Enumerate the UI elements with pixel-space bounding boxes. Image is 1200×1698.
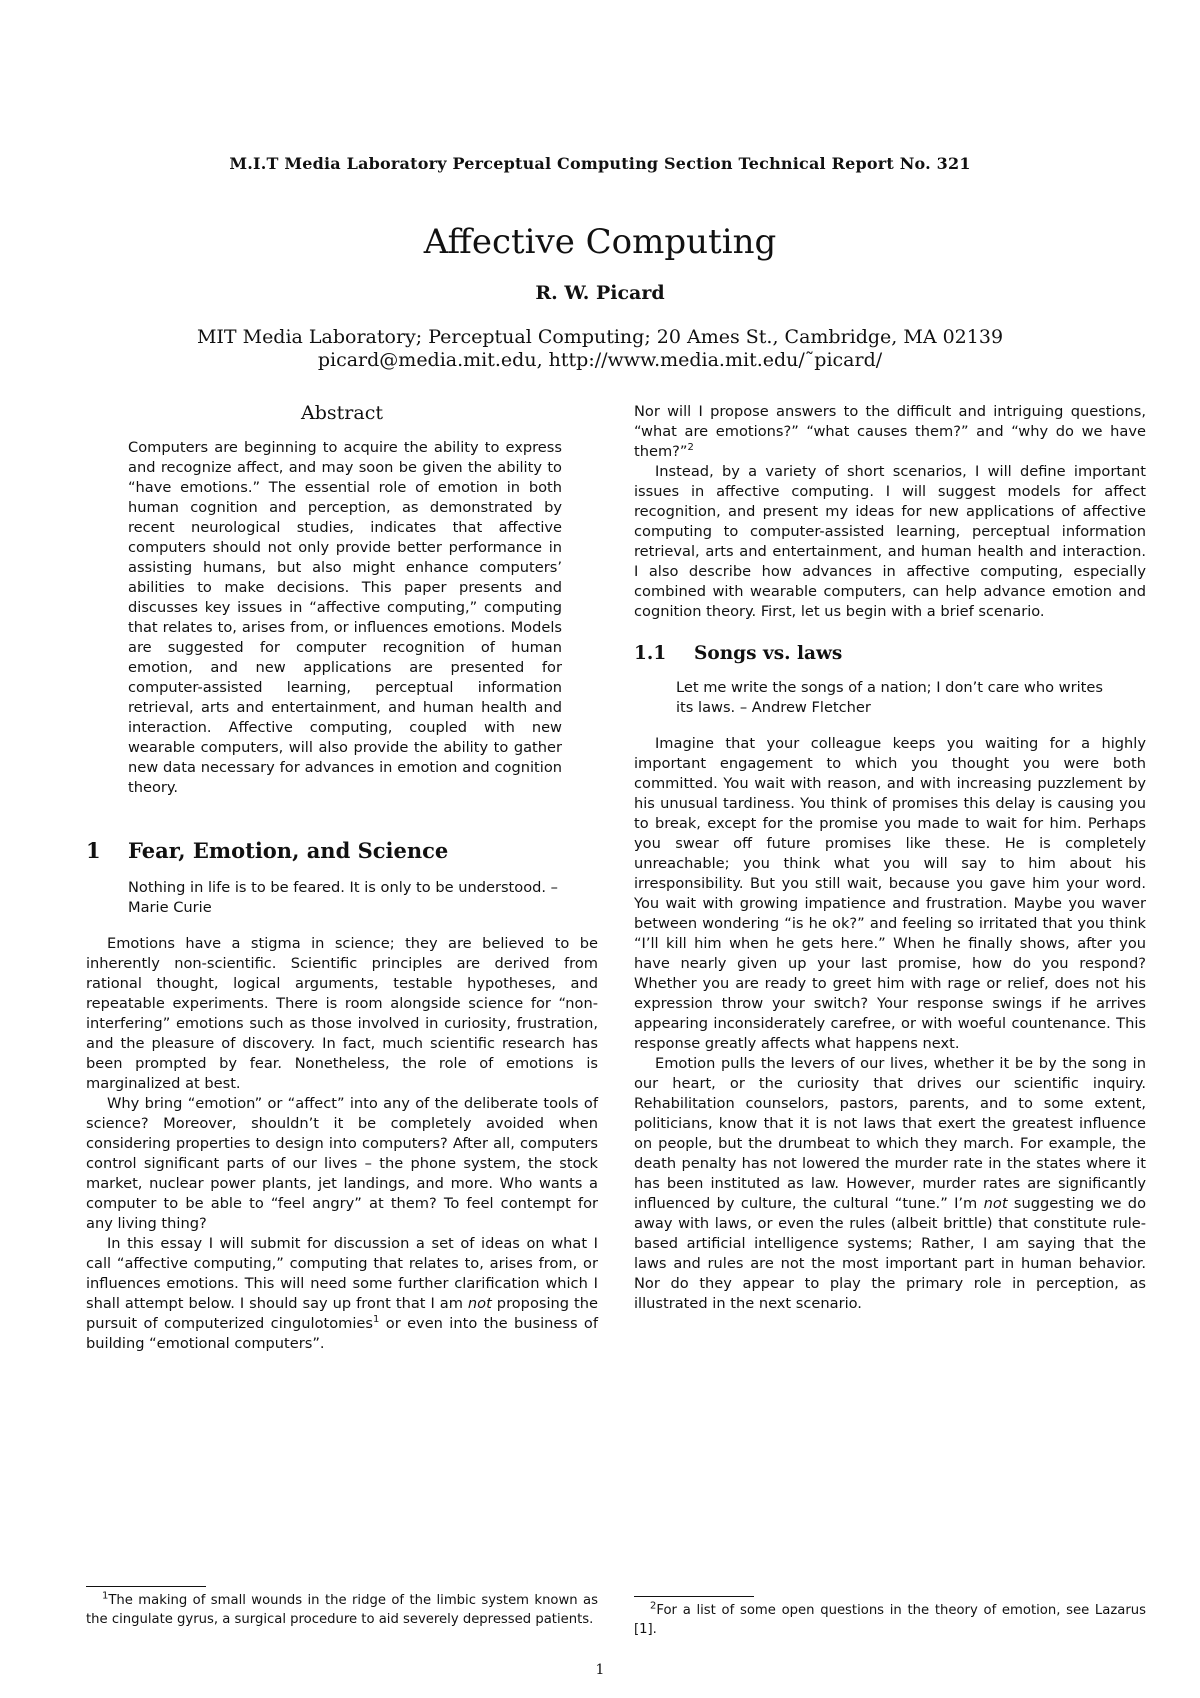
abstract-body [128, 438, 562, 798]
footnote-marker[interactable]: 1 [373, 1314, 380, 1326]
right-column [634, 402, 1146, 1314]
paper-title: Affective Computing [423, 222, 777, 262]
epigraph-quote [128, 878, 576, 918]
footnote-mark: 2 [650, 1600, 657, 1612]
paragraph-text: or even into the business of building “emotional computers”. [86, 1315, 598, 1352]
paragraph [86, 1234, 598, 1354]
author-name: R. W. Picard [535, 282, 665, 304]
emphasis-text: not [983, 1195, 1008, 1212]
paragraph-text: suggesting we do away with laws, or even the rules (albeit brittle) that constitute rule-based artificial intelligence systems; Rather, I am saying that the laws and rules are not the most important part in human behavior. Nor do they appear to play the primary role in perception, as illustrated in the next scenario. [634, 1195, 1146, 1312]
subsection-1-1-heading [634, 642, 1146, 666]
footnote-1 [86, 1592, 598, 1629]
footnote-marker[interactable]: 2 [687, 442, 694, 454]
paragraph-text: Emotion pulls the levers of our lives, whether it be by the song in our heart, or the curiosity that drives our scientific inquiry. Rehabilitation counselors, pastors, parents, and to some extent, politicians, know that it is not laws that exert the greatest influence on people, but the drumbeat to which they march. For example, the death penalty has not lowered the murder rate in the states where it has been instituted as law. However, murder rates are significantly influenced by culture, the cultural “tune.” I’m [634, 1055, 1146, 1212]
left-column [86, 402, 598, 1354]
affiliation-address: MIT Media Laboratory; Perceptual Computing; 20 Ames St., Cambridge, MA 02139 [196, 326, 1004, 348]
subsection-number: 1.1 [634, 643, 667, 664]
footnote-2 [634, 1602, 1146, 1639]
quote-text: Let me write the songs of a nation; I don’t care who writes its laws. – Andrew Fletcher [676, 679, 1103, 716]
paragraph: Why bring “emotion” or “affect” into any of the deliberate tools of science? Moreover, shouldn’t it be completely avoided when considering properties to design into computers? After all, computers control significant parts of our lives – the phone system, the stock market, nuclear power plants, jet landings, and more. Who wants a computer to be able to “feel angry” at them? To feel contempt for any living thing? [86, 1095, 598, 1232]
paragraph: Instead, by a variety of short scenarios, I will define important issues in affective computing. I will suggest models for affect recognition, and present my ideas for new applications of affective computing to computer-assisted learning, perceptual information retrieval, arts and entertainment, and human health and interaction. I also describe how advances in affective computing, especially combined with wearable computers, can help advance emotion and cognition theory. First, let us begin with a brief scenario. [634, 463, 1146, 620]
paragraph: Imagine that your colleague keeps you waiting for a highly important engagement to which you thought you were both committed. You wait with reason, and with increasing puzzlement by his unusual tardiness. You think of promises this delay is causing you to break, except for the promise you made to wait for him. Perhaps you swear off future promises like these. He is completely unreachable; you think what you will say to him about his irresponsibility. But you still wait, because you gave him your word. You wait with growing impatience and frustration. Maybe you waver between wondering “is he ok?” and feeling so irritated that you think “I’ll kill him when he gets here.” When he finally shows, after you have nearly given up your last promise, how do you respond? Whether you are ready to greet him with rage or relief, does not his expression throw your switch? Your response swings if he arrives appearing inconsiderately carefree, or with woeful countenance. This response greatly affects what happens next. [634, 735, 1146, 1052]
paragraph [634, 402, 1146, 462]
affiliation-block [0, 326, 1200, 372]
footnote-rule [86, 1586, 206, 1587]
affiliation-contact: picard@media.mit.edu, http://www.media.mit.edu/˜picard/ [317, 349, 883, 371]
emphasis-text: not [467, 1295, 492, 1312]
paragraph [634, 1054, 1146, 1314]
subsection-title: Songs vs. laws [694, 643, 843, 664]
footnote-rule [634, 1596, 754, 1597]
paragraph-text: proposing the pursuit of computerized cingulotomies [86, 1295, 598, 1332]
footnote-text: For a list of some open questions in the theory of emotion, see Lazarus [1]. [634, 1603, 1146, 1637]
section-1-heading [86, 838, 598, 864]
section-number: 1 [86, 838, 101, 863]
quote-text: Nothing in life is to be feared. It is only to be understood. – Marie Curie [128, 879, 558, 916]
paragraph: Emotions have a stigma in science; they are believed to be inherently non-scientific. Scientific principles are derived from rational thought, logical arguments, testable hypotheses, and repeatable experiments. There is room alongside science for “non-interfering” emotions such as those involved in curiosity, frustration, and the pleasure of discovery. In fact, much scientific research has been prompted by fear. Nonetheless, the role of emotions is marginalized at best. [86, 935, 598, 1092]
abstract-text: Computers are beginning to acquire the ability to express and recognize affect, and may soon be given the ability to “have emotions.” The essential role of emotion in both human cognition and perception, as demonstrated by recent neurological studies, indicates that affective computers should not only provide better performance in assisting humans, but also might enhance computers’ abilities to make decisions. This paper presents and discusses key issues in “affective computing,” computing that relates to, arises from, or influences emotions. Models are suggested for computer recognition of human emotion, and new applications are presented for computer-assisted learning, perceptual information retrieval, arts and entertainment, and human health and interaction. Affective computing, coupled with new wearable computers, will also provide the ability to gather new data necessary for advances in emotion and cognition theory. [128, 439, 562, 796]
paragraph-text: Nor will I propose answers to the difficult and intriguing questions, “what are emotions?” “what causes them?” and “why do we have them?” [634, 403, 1146, 460]
abstract-heading: Abstract [301, 402, 383, 424]
footnote-mark: 1 [102, 1590, 109, 1602]
footnote-text: The making of small wounds in the ridge of the limbic system known as the cingulate gyrus, a surgical procedure to aid severely depressed patients. [86, 1593, 598, 1627]
epigraph-quote [676, 678, 1124, 718]
paragraph-text: In this essay I will submit for discussion a set of ideas on what I call “affective computing,” computing that relates to, arises from, or influences emotions. This will need some further clarification which I shall attempt below. I should say up front that I am [86, 1235, 598, 1312]
report-line: M.I.T Media Laboratory Perceptual Computing Section Technical Report No. 321 [229, 154, 971, 173]
section-title: Fear, Emotion, and Science [128, 838, 449, 863]
page-number: 1 [595, 1662, 605, 1678]
